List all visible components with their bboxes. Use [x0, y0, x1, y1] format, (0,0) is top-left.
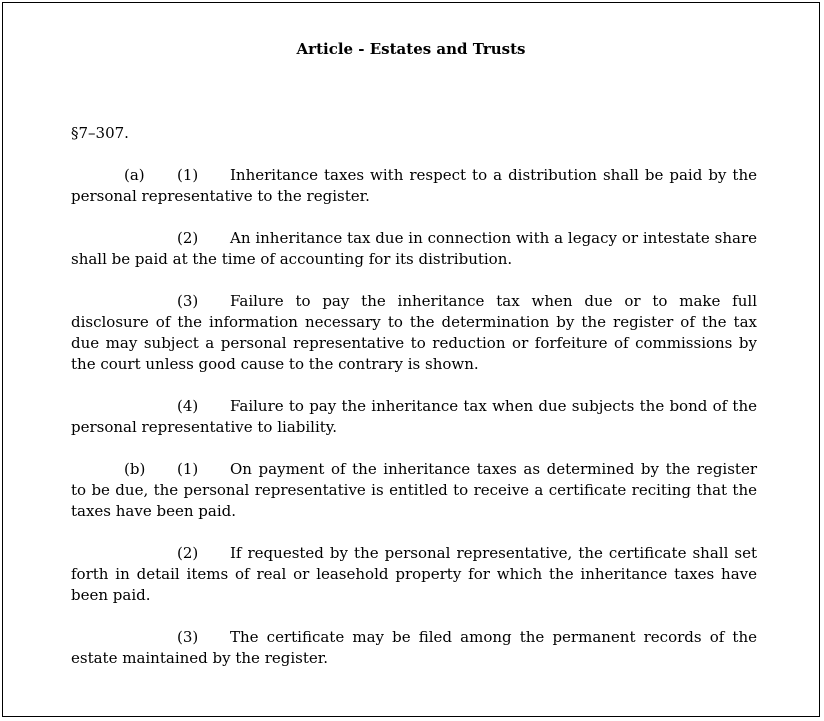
- item-label: (2): [177, 544, 199, 562]
- paragraph-a-4: [71, 396, 757, 438]
- item-label: (2): [177, 229, 199, 247]
- paragraph-b-1: [71, 459, 757, 522]
- paragraph-b-3: [71, 627, 757, 669]
- paragraph-text: Failure to pay the inheritance tax when due subjects the bond of the personal representative to liability.: [71, 397, 757, 436]
- subsection-label: (a): [124, 166, 145, 184]
- section-number: §7–307.: [71, 124, 129, 142]
- paragraph-b-2: [71, 543, 757, 606]
- subsection-label: (b): [124, 460, 146, 478]
- statute-body: [71, 123, 757, 669]
- paragraph-text: On payment of the inheritance taxes as determined by the register to be due, the personal representative is entitled to receive a certificate reciting that the taxes have been paid.: [71, 460, 757, 520]
- paragraph-text: Inheritance taxes with respect to a distribution shall be paid by the personal representative to the register.: [71, 166, 757, 205]
- item-label: (4): [177, 397, 199, 415]
- paragraph-a-2: [71, 228, 757, 270]
- document-frame: [2, 2, 820, 717]
- paragraph-text: An inheritance tax due in connection with a legacy or intestate share shall be paid at the time of accounting for its distribution.: [71, 229, 757, 268]
- paragraph-a-1: [71, 165, 757, 207]
- paragraph-text: Failure to pay the inheritance tax when due or to make full disclosure of the information necessary to the determination by the register of the tax due may subject a personal representative to reduction or forfeiture of commissions by the court unless good cause to the contrary is shown.: [71, 292, 757, 373]
- item-label: (1): [177, 460, 199, 478]
- article-title: Article - Estates and Trusts: [296, 40, 526, 58]
- paragraph-text: The certificate may be filed among the permanent records of the estate maintained by the register.: [71, 628, 757, 667]
- paragraph-a-3: [71, 291, 757, 375]
- item-label: (3): [177, 292, 199, 310]
- paragraph-text: If requested by the personal representative, the certificate shall set forth in detail items of real or leasehold property for which the inheritance taxes have been paid.: [71, 544, 757, 604]
- item-label: (1): [177, 166, 199, 184]
- item-label: (3): [177, 628, 199, 646]
